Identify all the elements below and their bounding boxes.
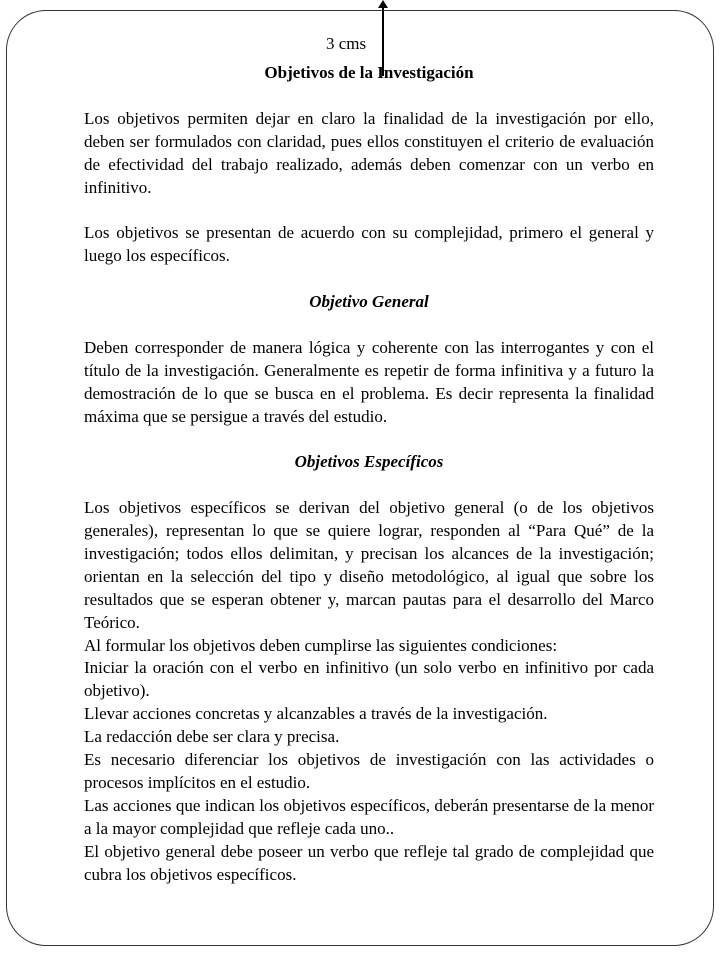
conditions-intro: Al formular los objetivos deben cumplirse las siguientes condiciones: xyxy=(84,635,558,655)
intro-paragraph: Los objetivos se presentan de acuerdo con su complejidad, primero el general y luego los específicos. xyxy=(84,223,654,266)
condition-item: La redacción debe ser clara y precisa. xyxy=(84,727,340,747)
document-title: Objetivos de la Investigación xyxy=(264,63,474,82)
specific-objectives-heading: Objetivos Específicos xyxy=(294,452,444,472)
condition-item: Las acciones que indican los objetivos específicos, deberán presentarse de la menor a la mayor complejidad que refleje cada uno.. xyxy=(84,795,654,838)
general-objective-heading: Objetivo General xyxy=(309,292,429,312)
condition-item: Iniciar la oración con el verbo en infinitivo (un solo verbo en infinitivo por cada objetivo). xyxy=(84,658,654,701)
arrow-up-icon xyxy=(378,0,388,8)
margin-label: 3 cms xyxy=(326,34,367,53)
condition-item: Llevar acciones concretas y alcanzables a través de la investigación. xyxy=(84,704,548,724)
intro-paragraph: Los objetivos permiten dejar en claro la finalidad de la investigación por ello, deben ser formulados con claridad, pues ellos constituyen el criterio de evaluación de efectividad del trabajo realizado, además deben comenzar con un verbo en infinitivo. xyxy=(84,108,654,197)
condition-item: Es necesario diferenciar los objetivos de investigación con las actividades o procesos implícitos en el estudio. xyxy=(84,750,654,792)
document-body xyxy=(84,62,654,887)
general-objective-paragraph: Deben corresponder de manera lógica y coherente con las interrogantes y con el título de la investigación. Generalmente es repetir de forma infinitiva y a futuro la demostración de lo que se busca en el problema. Es decir representa la finalidad máxima que se persigue a través del estudio. xyxy=(84,337,654,426)
specific-objectives-paragraph: Los objetivos específicos se derivan del objetivo general (o de los objetivos generales), representan lo que se quiere lograr, responden al “Para Qué” de la investigación; todos ellos delimitan, y precisan los alcances de la investigación; orientan en la selección del tipo y diseño metodológico, al igual que sobre los resultados que se esperan obtener y, marcan pautas para el desarrollo del Marco Teórico. xyxy=(84,498,654,632)
condition-item: El objetivo general debe poseer un verbo que refleje tal grado de complejidad que cubra los objetivos específicos. xyxy=(84,841,654,884)
